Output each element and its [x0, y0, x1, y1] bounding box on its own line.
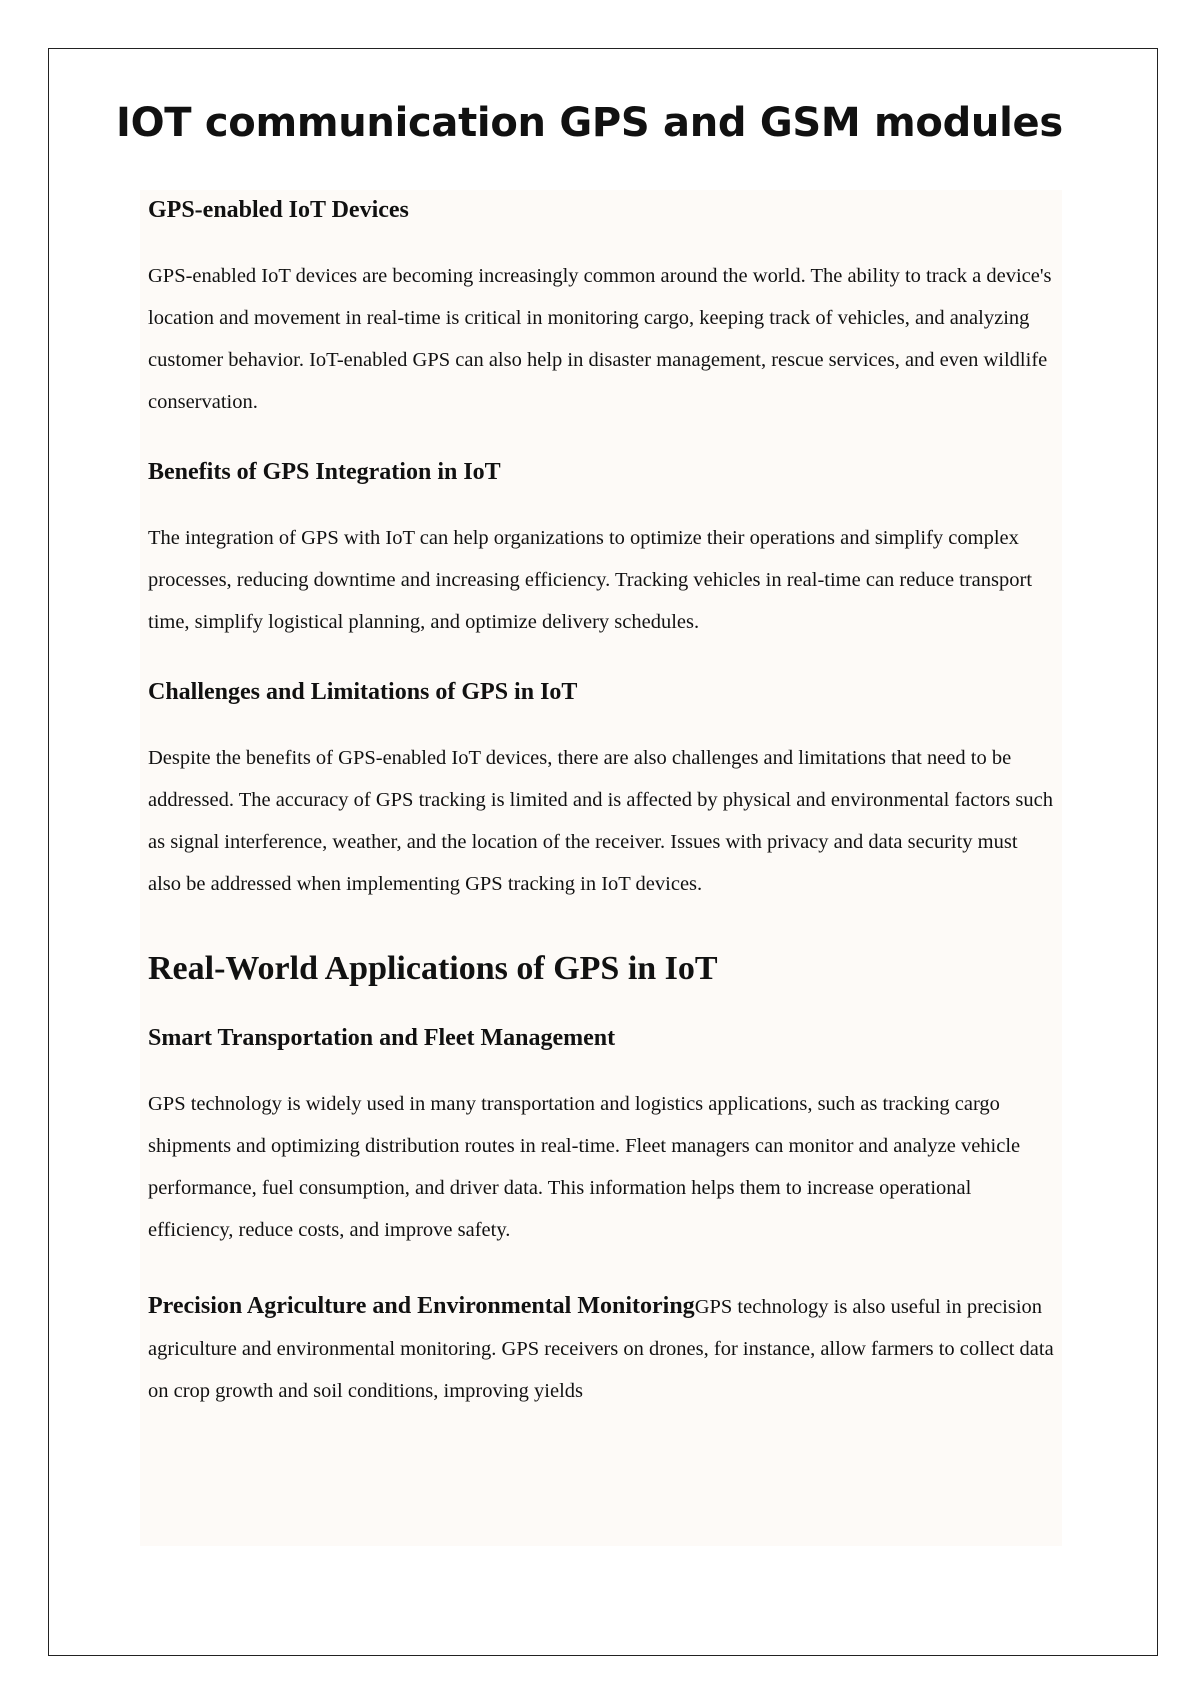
- section-heading-challenges: Challenges and Limitations of GPS in IoT: [148, 679, 578, 705]
- content-panel: [140, 190, 1062, 1546]
- section-heading-benefits: Benefits of GPS Integration in IoT: [148, 459, 501, 485]
- section-body-precision-agriculture: GPS technology is also useful in precision agriculture and environmental monitoring. GPS receivers on drones, for instance, allow farmers to collect data on crop growth and soil conditions, improving yields: [148, 1296, 1054, 1402]
- section-body-challenges: Despite the benefits of GPS-enabled IoT devices, there are also challenges and limitations that need to be addressed. The accuracy of GPS tracking is limited and is affected by physical and environmental factors such as signal interference, weather, and the location of the receiver. Issues with privacy and data security must also be addressed when implementing GPS tracking in IoT devices.: [148, 747, 1053, 895]
- document-title: IOT communication GPS and GSM modules: [116, 100, 1063, 146]
- section-precision-agriculture: [148, 1285, 1054, 1412]
- section-body-smart-transportation: GPS technology is widely used in many transportation and logistics applications, such as tracking cargo shipments and optimizing distribution routes in real-time. Fleet managers can monitor and analyze vehicle performance, fuel consumption, and driver data. This information helps them to increase operational efficiency, reduce costs, and improve safety.: [148, 1093, 1021, 1241]
- major-heading-real-world-applications: Real-World Applications of GPS in IoT: [148, 950, 718, 987]
- section-heading-precision-agriculture: Precision Agriculture and Environmental Monitoring: [148, 1293, 695, 1319]
- section-body-gps-devices: GPS-enabled IoT devices are becoming increasingly common around the world. The ability to track a device's location and movement in real-time is critical in monitoring cargo, keeping track of vehicles, and analyzing customer behavior. IoT-enabled GPS can also help in disaster management, rescue services, and even wildlife conservation.: [148, 265, 1052, 413]
- section-body-benefits: The integration of GPS with IoT can help organizations to optimize their operations and simplify complex processes, reducing downtime and increasing efficiency. Tracking vehicles in real-time can reduce transport time, simplify logistical planning, and optimize delivery schedules.: [148, 527, 1033, 633]
- section-heading-smart-transportation: Smart Transportation and Fleet Management: [148, 1025, 616, 1051]
- section-heading-gps-devices: GPS-enabled IoT Devices: [148, 197, 409, 223]
